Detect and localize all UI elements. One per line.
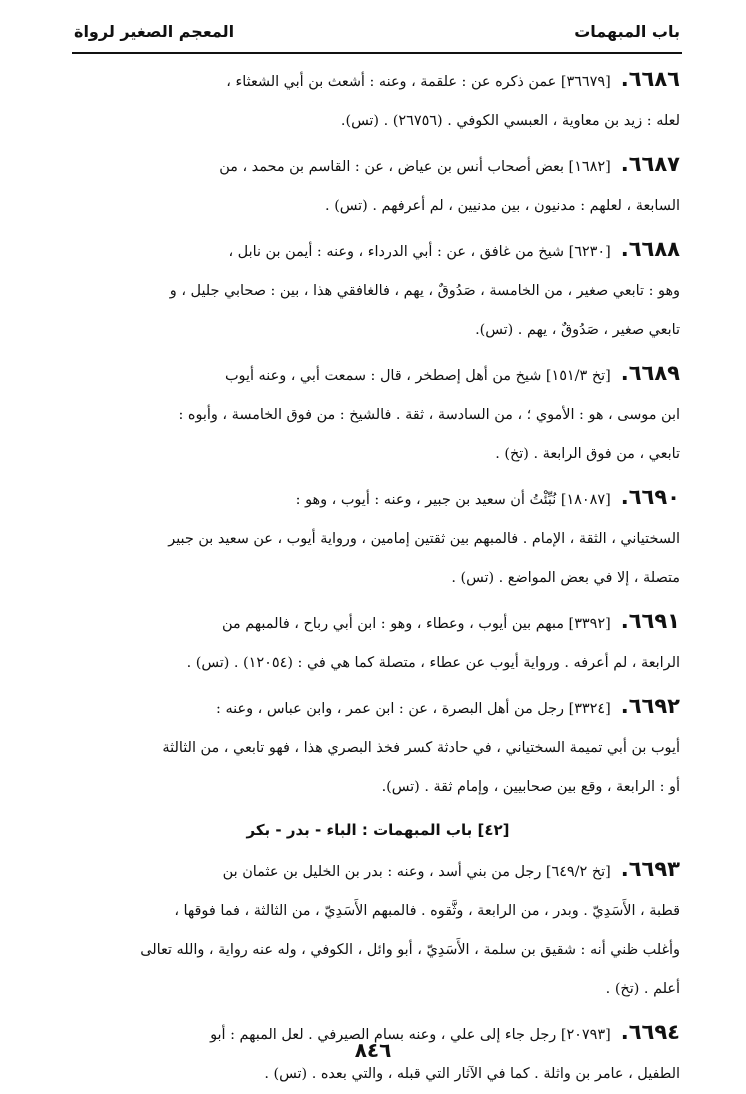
entry-text: السابعة ، لعلهم : مدنيون ، بين مدنيين ، لم أعرفهم . (تس) .	[325, 198, 680, 214]
entry-text: [٣٦٦٧٩] عمن ذكره عن : علقمة ، وعنه : أشعث بن أبي الشعثاء ،	[226, 74, 611, 90]
entry-number: ٦٦٩٠.	[620, 485, 680, 509]
entry-line	[76, 60, 680, 102]
entry	[76, 850, 680, 1009]
entry-text: وهو : تابعي صغير ، من الخامسة ، صَدُوقٌ ، يهم ، فالغافقي هذا ، بين : صحابي جليل ، و	[169, 283, 680, 299]
entry-text: السختياني ، الثقة ، الإمام . فالمبهم بين ثقتين إمامين ، ورواية أيوب ، عن سعيد بن جبير	[168, 531, 680, 547]
entry-line	[76, 478, 680, 520]
entry-number: ٦٦٩١.	[620, 609, 680, 633]
entry-text: [٢٠٧٩٣] رجل جاء إلى علي ، وعنه بسام الصيرفي . لعل المبهم : أبو	[210, 1027, 611, 1043]
entry-text: أو : الرابعة ، وقع بين صحابيين ، وإمام ثقة . (تس).	[381, 779, 680, 795]
page-number: ٨٤٦	[354, 1038, 392, 1062]
entry-number: ٦٦٨٩.	[620, 361, 680, 385]
entry	[76, 354, 680, 474]
entry-line	[76, 354, 680, 396]
entry-text: [١٨٠٨٧] نُبِّئْتُ أن سعيد بن جبير ، وعنه : أيوب ، وهو :	[295, 492, 611, 508]
entry-text: [٣٣٩٢] مبهم بين أيوب ، وعطاء ، وهو : ابن أبي رباح ، فالمبهم من	[221, 616, 611, 632]
section-heading: [٤٢] باب المبهمات : الباء - بدر - بكر	[246, 821, 510, 839]
entry-text: الرابعة ، لم أعرفه . ورواية أيوب عن عطاء ، متصلة كما هي في : (١٢٠٥٤) . (تس) .	[186, 655, 680, 671]
entry-text: متصلة ، إلا في بعض المواضع . (تس) .	[451, 570, 680, 586]
entry-line	[76, 559, 680, 598]
entry-text: [٦٢٣٠] شيخ من غافق ، عن : أبي الدرداء ، وعنه : أيمن بن نابل ،	[228, 244, 611, 260]
entry-line	[76, 145, 680, 187]
entry-number: ٦٦٨٨.	[620, 237, 680, 261]
entry-line	[76, 687, 680, 729]
entry-line	[76, 931, 680, 970]
header-section-title: باب المبهمات	[574, 21, 680, 41]
entry-text: قطبة ، الأَسَدِيّ . وبدر ، من الرابعة ، وثَّقوه . فالمبهم الأَسَدِيّ ، من الثالثة ، فما فوقها ،	[174, 903, 680, 919]
entry	[76, 60, 680, 141]
entry-line	[76, 272, 680, 311]
header-book-title: المعجم الصغير لرواة	[74, 21, 235, 41]
entry	[76, 602, 680, 683]
entry-line	[76, 187, 680, 226]
entry-number: ٦٦٨٧.	[620, 152, 680, 176]
entry-line	[76, 311, 680, 350]
entry-text: وأغلب ظني أنه : شقيق بن سلمة ، الأَسَدِيّ ، أبو وائل ، الكوفي ، وله عنه رواية ، والله تعالى	[140, 942, 680, 958]
entry-number: ٦٦٩٤.	[620, 1020, 680, 1044]
entry-line	[76, 768, 680, 807]
entry-line	[76, 892, 680, 931]
entry-text: تابعي ، من فوق الرابعة . (تخ) .	[495, 446, 680, 462]
entry-text: [٣٣٢٤] رجل من أهل البصرة ، عن : ابن عمر ، وابن عباس ، وعنه :	[216, 701, 611, 717]
entry-number: ٦٦٩٢.	[620, 694, 680, 718]
header-rule	[72, 52, 682, 54]
entries-list	[76, 60, 680, 807]
entry-line	[76, 435, 680, 474]
entry-text: تابعي صغير ، صَدُوقٌ ، يهم . (تس).	[475, 322, 680, 338]
entry-line	[76, 970, 680, 1009]
entry-text: ابن موسى ، هو : الأموي ؛ ، من السادسة ، ثقة . فالشيخ : من فوق الخامسة ، وأبوه :	[178, 407, 680, 423]
entry-text: [١٦٨٢] بعض أصحاب أنس بن عياض ، عن : القاسم بن محمد ، من	[219, 159, 611, 175]
entry	[76, 687, 680, 807]
entry	[76, 145, 680, 226]
entry-text: لعله : زيد بن معاوية ، العبسي الكوفي . (٢٦٧٥٦) . (تس).	[340, 113, 680, 129]
entry-line	[76, 602, 680, 644]
entry-line	[76, 396, 680, 435]
entry-line	[76, 644, 680, 683]
entry-line	[76, 230, 680, 272]
entry-text: أيوب بن أبي تميمة السختياني ، في حادثة كسر فخذ البصري هذا ، فهو تابعي ، من الثالثة	[162, 740, 680, 756]
entry-number: ٦٦٩٣.	[620, 857, 680, 881]
entry-line	[76, 850, 680, 892]
entry-line	[76, 729, 680, 768]
running-head	[74, 14, 680, 48]
entry-line	[76, 520, 680, 559]
entry-text: [تخ ١٥١/٣] شيخ من أهل إصطخر ، قال : سمعت أبي ، وعنه أيوب	[224, 368, 611, 384]
entry	[76, 478, 680, 598]
entry-text: الطفيل ، عامر بن واثلة . كما في الآثار التي قبله ، والتي بعده . (تس) .	[264, 1066, 680, 1082]
entry-text: أعلم . (تخ) .	[605, 981, 680, 997]
entry-text: [تخ ٦٤٩/٢] رجل من بني أسد ، وعنه : بدر بن الخليل بن عثمان بن	[222, 864, 611, 880]
entry-line	[76, 102, 680, 141]
entry-number: ٦٦٨٦.	[620, 67, 680, 91]
entry	[76, 230, 680, 350]
